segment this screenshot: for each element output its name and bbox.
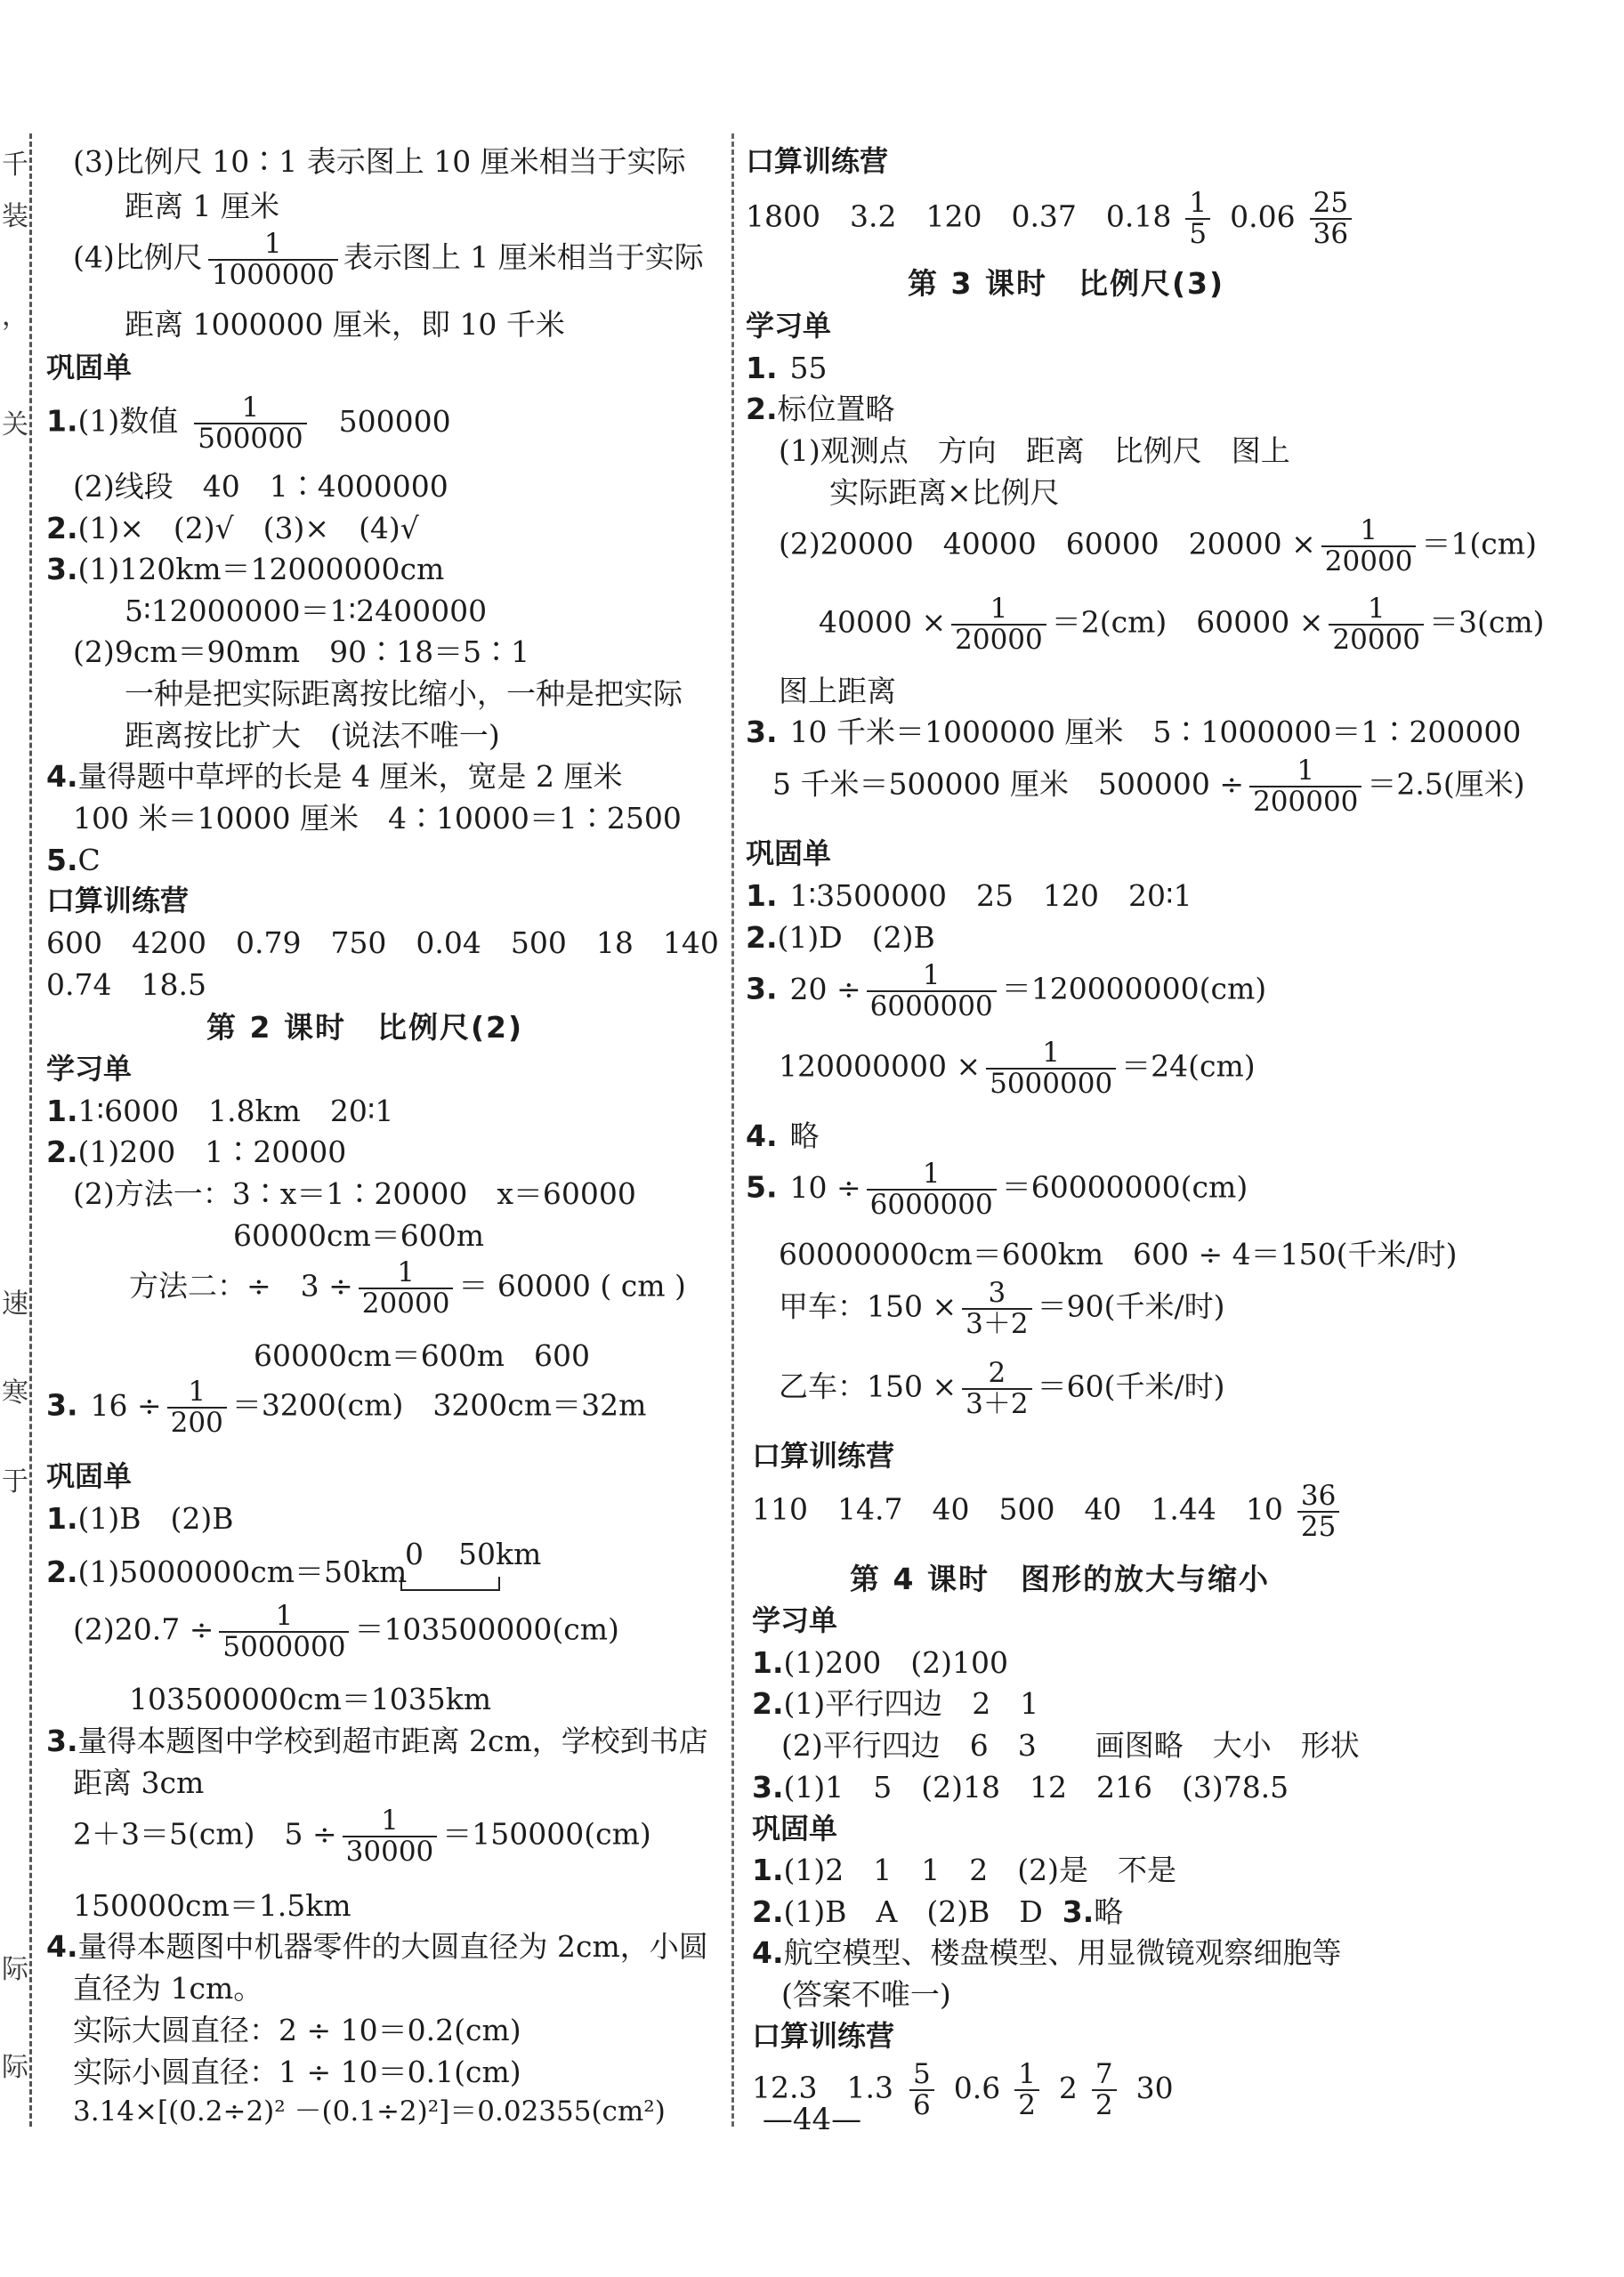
fraction	[1249, 756, 1361, 816]
item-number: 2.	[746, 920, 778, 955]
text-fragment: 1∶6000 1.8km 20∶1	[77, 1094, 394, 1128]
numerator: 7	[1095, 2058, 1113, 2090]
denominator: 20000	[1321, 545, 1417, 577]
text-line: (3)比例尺 10∶1 表示图上 10 厘米相当于实际	[73, 144, 686, 179]
item-number: 2.	[46, 511, 78, 545]
text-fragment: ＝120000000(cm)	[1001, 971, 1267, 1006]
text-fragment: ＝24(cm)	[1121, 1048, 1256, 1084]
text-fragment: 1∶3500000 25 120 20∶1	[789, 878, 1192, 913]
text-fragment: 110 14.7 40 500 40 1.44 10	[752, 1491, 1283, 1527]
text-line: 距离 3cm	[73, 1765, 205, 1800]
answer-line	[46, 554, 444, 584]
text-fragment: 10 ÷	[789, 1169, 861, 1205]
fraction	[867, 961, 997, 1021]
fraction	[986, 1038, 1116, 1098]
text-line	[73, 1602, 619, 1661]
text-line: 实际小圆直径：1 ÷ 10＝0.1(cm)	[73, 2055, 521, 2089]
text-fragment: C	[77, 843, 101, 877]
fraction	[194, 393, 306, 453]
text-fragment: (2)20000 40000 60000 20000 ×	[779, 526, 1316, 561]
text-fragment: 略	[789, 1118, 820, 1153]
fraction	[167, 1377, 227, 1437]
text-fragment: ＝ 60000 ( cm )	[458, 1268, 686, 1304]
text-line: 5∶12000000＝1∶2400000	[125, 593, 488, 628]
text-line: (2)平行四边 6 3 画图略 大小 形状	[781, 1728, 1360, 1763]
denominator: 6	[909, 2089, 934, 2120]
text-fragment: (1)200 (2)100	[783, 1645, 1008, 1680]
denominator: 20000	[951, 624, 1046, 655]
answer-line	[746, 1159, 1248, 1219]
text-line: 150000cm＝1.5km	[73, 1888, 351, 1923]
text-fragment: (2)20.7 ÷	[73, 1611, 214, 1647]
answer-line	[46, 845, 101, 875]
answer-line	[746, 878, 1192, 913]
answer-line	[46, 1501, 234, 1536]
fraction	[962, 1279, 1031, 1338]
fraction	[962, 1359, 1031, 1418]
item-number: 2.	[752, 1686, 784, 1721]
denominator: 500000	[194, 423, 306, 454]
text-line: 一种是把实际距离按比缩小，一种是把实际	[125, 676, 683, 711]
fraction	[1329, 594, 1424, 654]
text-line	[772, 756, 1525, 816]
text-line: 600 4200 0.79 750 0.04 500 18 140	[46, 925, 719, 960]
text-line	[779, 1359, 1224, 1418]
fraction	[219, 1602, 349, 1661]
text-fragment: ＝60(千米/时)	[1037, 1369, 1225, 1404]
edge-char: 于	[2, 1466, 28, 1498]
answer-line	[752, 1894, 1124, 1929]
text-fragment: 500000	[338, 403, 451, 439]
numerator: 25	[1313, 187, 1349, 219]
answer-line	[746, 394, 895, 424]
numerator: 1	[397, 1256, 415, 1288]
text-line	[779, 1279, 1224, 1338]
fraction	[1185, 189, 1210, 248]
denominator: 3＋2	[962, 1388, 1031, 1419]
answer-line	[46, 759, 623, 794]
denominator: 2	[1014, 2089, 1039, 2120]
edge-char: ，	[2, 301, 28, 332]
text-fragment: 0.6	[953, 2070, 1001, 2105]
edge-char: 千	[2, 149, 28, 181]
text-line	[779, 1038, 1256, 1098]
item-number: 2.	[46, 1134, 78, 1169]
lesson-title: 第 4 课时 图形的放大与缩小	[850, 1562, 1270, 1596]
numerator: 1	[1367, 593, 1386, 625]
text-fragment: 表示图上 1 厘米相当于实际	[343, 239, 704, 275]
item-number: 4.	[752, 1935, 784, 1970]
text-line: 距离按比扩大 (说法不唯一)	[125, 718, 500, 753]
item-number: 4.	[746, 1118, 778, 1153]
text-fragment: 量得本题图中机器零件的大圆直径为 2cm，小圆	[77, 1929, 708, 1964]
answer-line	[752, 1686, 1039, 1721]
fraction	[951, 594, 1046, 654]
fraction	[208, 230, 338, 289]
text-line: 60000cm＝600m 600	[254, 1338, 591, 1373]
item-number: 1.	[46, 1094, 78, 1128]
denominator: 200000	[1249, 786, 1361, 817]
text-line: 直径为 1cm。	[73, 1971, 263, 2006]
text-fragment: 16 ÷	[90, 1387, 162, 1423]
text-fragment: (1)D (2)B	[777, 920, 935, 955]
denominator: 200	[167, 1407, 227, 1438]
scale-label-50km: 50km	[458, 1537, 542, 1571]
numerator: 1	[922, 1158, 941, 1190]
text-fragment: (1)数值	[77, 403, 179, 439]
text-line: 0.74 18.5	[46, 967, 206, 1002]
text-line	[129, 1258, 686, 1318]
edge-char: 际	[2, 1954, 28, 1985]
section-heading: 口算训练营	[46, 884, 190, 917]
text-line	[73, 230, 704, 289]
fraction	[359, 1258, 454, 1318]
text-fragment: ＝3(cm)	[1429, 604, 1545, 640]
denominator: 5000000	[219, 1631, 349, 1662]
text-fragment: 量得本题图中学校到超市距离 2cm，学校到书店	[77, 1724, 708, 1758]
numerator: 1	[1297, 755, 1315, 787]
answer-line	[46, 1726, 708, 1756]
edge-char: 寒	[2, 1377, 28, 1409]
text-fragment: ＝3200(cm) 3200cm＝32m	[231, 1387, 647, 1423]
item-number: 1.	[46, 1501, 78, 1536]
text-fragment: (1)120km＝12000000cm	[77, 552, 445, 586]
numerator: 1	[241, 392, 260, 424]
item-number: 2.	[46, 1554, 78, 1589]
numerator: 1	[1042, 1037, 1060, 1069]
numerator: 3	[988, 1277, 1006, 1309]
numerator: 1	[1360, 514, 1378, 546]
section-heading: 学习单	[746, 309, 832, 343]
section-heading: 巩固单	[46, 1459, 133, 1493]
denominator: 6000000	[867, 1189, 997, 1220]
text-fragment: 55	[789, 351, 828, 385]
numerator: 1	[922, 959, 941, 991]
numerator: 5	[912, 2058, 931, 2090]
text-fragment: 方法二：÷ 3 ÷	[129, 1268, 353, 1304]
item-number: 3.	[746, 971, 778, 1006]
item-number: 3.	[46, 552, 78, 586]
text-fragment: 标位置略	[777, 392, 895, 426]
denominator: 20000	[359, 1288, 454, 1319]
item-number: 4.	[46, 1929, 78, 1964]
numerator: 36	[1300, 1480, 1337, 1512]
text-fragment: (1)× (2)√ (3)× (4)√	[77, 511, 419, 545]
section-heading: 口算训练营	[752, 2019, 895, 2053]
denominator: 5000000	[986, 1068, 1116, 1099]
text-fragment: 1800 3.2 120 0.37 0.18	[746, 198, 1172, 234]
page-number: —44—	[762, 2102, 862, 2137]
answer-line	[746, 961, 1266, 1021]
scale-label-zero: 0	[405, 1537, 424, 1571]
text-fragment: (1)5000000cm＝50km	[77, 1554, 408, 1589]
text-line: 距离 1000000 厘米，即 10 千米	[125, 307, 565, 342]
text-fragment: ＝1(cm)	[1421, 526, 1537, 561]
numerator: 1	[1018, 2058, 1036, 2090]
text-line: 3.14×[(0.2÷2)² －(0.1÷2)²]＝0.02355(cm²)	[73, 2095, 666, 2128]
answer-line	[46, 393, 451, 453]
edge-char: 速	[2, 1288, 28, 1320]
text-fragment: 0.06	[1230, 198, 1296, 234]
text-line	[779, 516, 1537, 576]
scale-bar	[400, 1577, 500, 1591]
text-line: (1)观测点 方向 距离 比例尺 图上	[779, 433, 1290, 468]
item-number: 2.	[746, 392, 778, 426]
text-line	[73, 1806, 651, 1866]
text-fragment: ＝103500000(cm)	[354, 1611, 619, 1647]
section-heading: 巩固单	[752, 1812, 838, 1845]
text-fragment: (1)2 1 1 2 (2)是 不是	[783, 1853, 1176, 1887]
section-heading: 口算训练营	[746, 144, 889, 178]
answer-line	[746, 353, 828, 383]
answer-line	[46, 1134, 347, 1169]
fraction	[1297, 1482, 1339, 1541]
denominator: 5	[1185, 218, 1210, 249]
text-line	[746, 189, 1357, 248]
item-number: 3.	[1062, 1894, 1095, 1929]
text-line: (2)9cm＝90mm 90∶18＝5∶1	[73, 634, 530, 669]
item-number: 1.	[746, 878, 778, 913]
item-number: 1.	[752, 1853, 784, 1887]
text-line: 实际距离×比例尺	[829, 475, 1060, 510]
item-number: 4.	[46, 759, 78, 794]
fraction	[867, 1159, 997, 1219]
text-fragment: 20 ÷	[789, 971, 861, 1006]
text-fragment: (4)比例尺	[73, 239, 203, 275]
edge-char: 装	[2, 201, 28, 232]
denominator: 3＋2	[962, 1308, 1031, 1339]
text-fragment: 乙车：150 ×	[779, 1369, 957, 1404]
answer-line	[46, 1929, 708, 1964]
text-line: (答案不唯一)	[781, 1977, 951, 2012]
numerator: 2	[988, 1357, 1006, 1389]
answer-line	[746, 1118, 820, 1153]
section-heading: 学习单	[752, 1603, 838, 1637]
section-heading: 学习单	[46, 1052, 133, 1086]
text-fragment: 10 千米＝1000000 厘米 5∶1000000＝1∶200000	[789, 715, 1522, 749]
fraction	[1321, 516, 1417, 576]
fraction	[343, 1806, 438, 1866]
numerator: 1	[381, 1805, 399, 1837]
text-fragment: 12.3 1.3	[752, 2070, 893, 2105]
denominator: 6000000	[867, 990, 997, 1021]
section-heading: 巩固单	[746, 836, 832, 870]
text-line: 60000cm＝600m	[233, 1218, 485, 1253]
text-line: 距离 1 厘米	[125, 189, 279, 223]
text-fragment: 略	[1094, 1894, 1124, 1929]
text-line: 103500000cm＝1035km	[129, 1682, 492, 1716]
lesson-title: 第 3 课时 比例尺(3)	[908, 266, 1225, 301]
answer-line	[752, 1855, 1176, 1885]
section-heading: 口算训练营	[752, 1439, 895, 1473]
text-line: 图上距离	[779, 674, 896, 708]
text-fragment: 航空模型、楼盘模型、用显微镜观察细胞等	[783, 1935, 1342, 1970]
text-line: (2)方法一：3∶x＝1∶20000 x＝60000	[73, 1176, 636, 1211]
item-number: 3.	[752, 1770, 784, 1805]
numerator: 1	[275, 1600, 294, 1632]
answer-line	[752, 1935, 1342, 1970]
text-fragment: ＝2(cm) 60000 ×	[1051, 604, 1324, 640]
numerator: 1	[990, 593, 1008, 625]
text-line: 60000000cm＝600km 600 ÷ 4＝150(千米/时)	[779, 1237, 1458, 1272]
column-divider	[731, 133, 734, 2127]
numerator: 1	[188, 1376, 206, 1408]
text-fragment: 2	[1058, 2070, 1078, 2105]
answer-line	[46, 513, 419, 543]
item-number: 5.	[746, 1169, 778, 1205]
text-fragment: 120000000 ×	[779, 1048, 982, 1084]
text-fragment: (1)200 1∶20000	[77, 1134, 347, 1169]
fraction	[1310, 189, 1352, 248]
text-line: (2)线段 40 1∶4000000	[73, 469, 448, 504]
text-fragment: ＝90(千米/时)	[1037, 1288, 1225, 1324]
numerator: 1	[1189, 187, 1208, 219]
edge-char: 际	[2, 2052, 28, 2083]
numerator: 1	[263, 228, 282, 260]
text-fragment: (1)B A (2)B D	[783, 1894, 1043, 1929]
section-heading: 巩固单	[46, 351, 133, 384]
answer-line	[46, 1096, 393, 1126]
item-number: 1.	[46, 403, 78, 439]
answer-line	[746, 920, 935, 955]
answer-line	[752, 1645, 1008, 1680]
text-line	[819, 594, 1545, 654]
text-fragment: 甲车：150 ×	[779, 1288, 957, 1324]
item-number: 3.	[46, 1387, 78, 1423]
denominator: 2	[1092, 2089, 1117, 2120]
text-fragment: 量得题中草坪的长是 4 厘米，宽是 2 厘米	[77, 759, 623, 794]
text-line	[752, 1482, 1345, 1541]
text-fragment: 5 千米＝500000 厘米 500000 ÷	[772, 766, 1245, 802]
binding-dashed-line	[29, 133, 32, 2127]
text-fragment: ＝150000(cm)	[442, 1816, 651, 1852]
text-line: 实际大圆直径：2 ÷ 10＝0.2(cm)	[73, 2013, 521, 2047]
text-fragment: ＝2.5(厘米)	[1367, 766, 1525, 802]
edge-char: 关	[2, 409, 28, 440]
item-number: 3.	[746, 715, 778, 749]
text-line: 100 米＝10000 厘米 4∶10000＝1∶2500	[73, 801, 682, 836]
text-fragment: 40000 ×	[819, 604, 947, 640]
denominator: 1000000	[208, 259, 338, 290]
item-number: 2.	[752, 1894, 784, 1929]
item-number: 3.	[46, 1724, 78, 1758]
text-fragment: ＝60000000(cm)	[1001, 1169, 1248, 1205]
text-fragment: 30	[1135, 2070, 1174, 2105]
answer-line	[746, 717, 1521, 747]
lesson-title: 第 2 课时 比例尺(2)	[206, 1010, 524, 1045]
answer-line	[752, 1770, 1289, 1805]
denominator: 25	[1297, 1511, 1339, 1542]
text-fragment: (1)B (2)B	[77, 1501, 234, 1536]
answer-line	[46, 1377, 646, 1437]
denominator: 20000	[1329, 624, 1424, 655]
text-fragment: (1)1 5 (2)18 12 216 (3)78.5	[783, 1770, 1289, 1805]
item-number: 5.	[46, 843, 78, 877]
item-number: 1.	[752, 1645, 784, 1680]
text-fragment: 2＋3＝5(cm) 5 ÷	[73, 1816, 337, 1852]
item-number: 1.	[746, 351, 778, 385]
text-fragment: (1)平行四边 2 1	[783, 1686, 1039, 1721]
answer-line	[46, 1554, 408, 1589]
denominator: 36	[1310, 218, 1352, 249]
denominator: 30000	[343, 1836, 438, 1867]
